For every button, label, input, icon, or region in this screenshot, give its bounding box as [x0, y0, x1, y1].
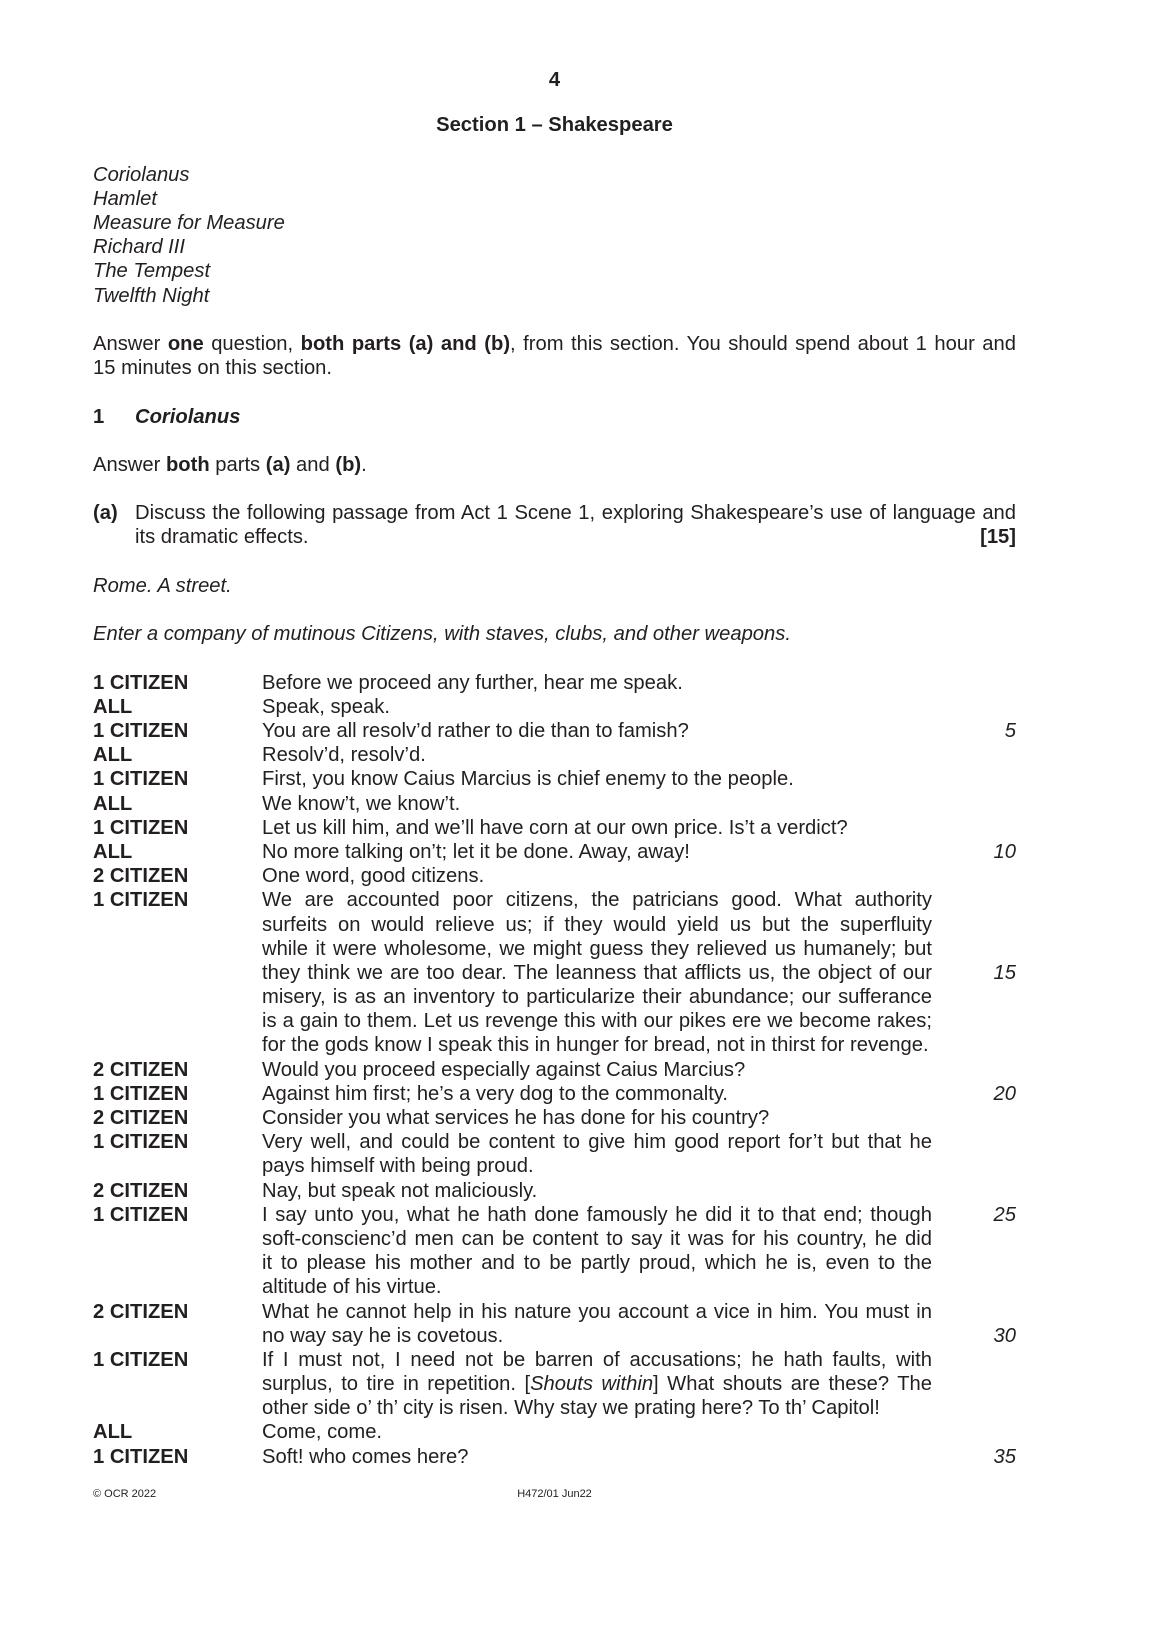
passage-text: other side o’ th’ city is risen. Why stay we prating here? To th’ Capitol!: [262, 1397, 880, 1420]
passage-line: [93, 671, 1016, 695]
speaker-name: 2 CITIZEN: [93, 1179, 189, 1202]
part-a: [93, 501, 1016, 549]
text-segment: .: [361, 453, 367, 476]
passage-line: [93, 1396, 1016, 1420]
passage-text: Speak, speak.: [262, 695, 390, 718]
passage-text: Consider you what services he has done for his country?: [262, 1107, 770, 1130]
text-segment: Answer: [93, 332, 168, 355]
passage-text: Very well, and could be content to give him good report for’t but that he: [262, 1131, 932, 1154]
extract-passage: [93, 671, 1016, 1469]
speaker-name: ALL: [93, 744, 133, 767]
speaker-name: 2 CITIZEN: [93, 865, 189, 888]
text-segment: 15 minutes on this section.: [93, 357, 333, 380]
passage-text: while it were wholesome, we might guess they relieved us humanely; but: [262, 937, 932, 960]
stage-direction: Enter a company of mutinous Citizens, with staves, clubs, and other weapons.: [93, 623, 791, 646]
passage-text: Against him first; he’s a very dog to the commonalty.: [262, 1082, 729, 1105]
prompt-line: its dramatic effects.: [135, 526, 309, 549]
text-segment: surplus, to tire in repetition. [: [262, 1373, 531, 1396]
line-number: 30: [993, 1324, 1016, 1347]
passage-text: Resolv’d, resolv’d.: [262, 744, 426, 767]
passage-line: [93, 1058, 1016, 1082]
passage-line: [93, 1372, 1016, 1396]
passage-text: Before we proceed any further, hear me speak.: [262, 671, 683, 694]
passage-text: altitude of his virtue.: [262, 1276, 442, 1299]
play-title: Richard III: [93, 236, 185, 259]
speaker-name: 1 CITIZEN: [93, 889, 189, 912]
speaker-name: ALL: [93, 792, 133, 815]
passage-line: [93, 985, 1016, 1009]
play-title: Measure for Measure: [93, 211, 285, 234]
text-segment: question,: [203, 332, 301, 355]
passage-text: no way say he is covetous.: [262, 1324, 504, 1347]
marks-allocation: [15]: [980, 526, 1016, 549]
passage-line: [93, 1082, 1016, 1106]
speaker-name: 1 CITIZEN: [93, 1131, 189, 1154]
passage-line: [93, 1227, 1016, 1251]
passage-text: First, you know Caius Marcius is chief enemy to the people.: [262, 768, 794, 791]
page-number: 4: [548, 69, 561, 91]
passage-line: [93, 864, 1016, 888]
passage-line: [93, 1203, 1016, 1227]
passage-line: [93, 792, 1016, 816]
speaker-name: 1 CITIZEN: [93, 671, 189, 694]
play-title: Hamlet: [93, 187, 157, 210]
speaker-name: 1 CITIZEN: [93, 720, 189, 743]
passage-text: it to please his mother and to be partly proud, which he is, even to the: [262, 1252, 932, 1275]
speaker-name: 2 CITIZEN: [93, 1058, 189, 1081]
instructions-line: [93, 356, 1016, 380]
question-title: Coriolanus: [135, 405, 241, 428]
text-segment: Answer: [93, 453, 166, 476]
passage-line: [93, 1324, 1016, 1348]
passage-line: [93, 1009, 1016, 1033]
passage-text: [262, 1372, 932, 1396]
question-number: 1: [93, 405, 105, 428]
line-number: 25: [993, 1203, 1016, 1226]
speaker-name: 1 CITIZEN: [93, 1348, 189, 1371]
speaker-name: 1 CITIZEN: [93, 1203, 189, 1226]
passage-text: We are accounted poor citizens, the patricians good. What authority: [262, 889, 932, 912]
speaker-name: ALL: [93, 1421, 133, 1444]
line-number: 5: [1004, 720, 1016, 743]
passage-line: [93, 888, 1016, 912]
speaker-name: 1 CITIZEN: [93, 768, 189, 791]
play-title: The Tempest: [93, 260, 211, 283]
section-heading: Section 1 – Shakespeare: [436, 114, 673, 136]
text-segment: Shouts within: [530, 1373, 654, 1396]
line-number: 20: [993, 1082, 1016, 1105]
passage-line: [93, 1106, 1016, 1130]
speaker-name: 2 CITIZEN: [93, 1300, 189, 1323]
passage-line: [93, 743, 1016, 767]
passage-text: If I must not, I need not be barren of accusations; he hath faults, with: [262, 1348, 932, 1371]
passage-text: surfeits on would relieve us; if they would yield us but the superfluity: [262, 913, 932, 936]
text-segment: (a): [265, 453, 291, 476]
passage-line: [93, 695, 1016, 719]
speaker-name: 1 CITIZEN: [93, 1445, 189, 1468]
passage-text: Would you proceed especially against Caius Marcius?: [262, 1058, 746, 1081]
play-title: Coriolanus: [93, 163, 190, 186]
play-list: [93, 163, 1016, 308]
passage-line: [93, 840, 1016, 864]
passage-text: I say unto you, what he hath done famously he did it to that end; though: [262, 1203, 932, 1226]
passage-text: for the gods know I speak this in hunger for bread, not in thirst for revenge.: [262, 1034, 929, 1057]
text-segment: both: [165, 453, 210, 476]
passage-text: No more talking on’t; let it be done. Away, away!: [262, 840, 690, 863]
speaker-name: ALL: [93, 695, 133, 718]
passage-line: [93, 937, 1016, 961]
section-instructions: [93, 332, 1016, 380]
passage-text: What he cannot help in his nature you account a vice in him. You must in: [262, 1300, 932, 1323]
passage-line: [93, 913, 1016, 937]
passage-line: [93, 816, 1016, 840]
text-segment: parts: [209, 453, 266, 476]
line-number: 35: [993, 1445, 1016, 1468]
passage-text: pays himself with being proud.: [262, 1155, 534, 1178]
copyright: © OCR 2022: [93, 1488, 157, 1500]
passage-line: [93, 1275, 1016, 1299]
speaker-name: 2 CITIZEN: [93, 1107, 189, 1130]
passage-text: they think we are too dear. The leanness that afflicts us, the object of our: [262, 961, 932, 984]
passage-text: misery, is as an inventory to particularize their abundance; our sufferance: [262, 986, 932, 1009]
text-segment: , from this section. You should spend about 1 hour and: [510, 332, 1016, 355]
text-segment: and: [290, 453, 336, 476]
part-a-prompt: [135, 501, 1016, 549]
passage-text: Let us kill him, and we’ll have corn at our own price. Is’t a verdict?: [262, 816, 848, 839]
passage-line: [93, 961, 1016, 985]
speaker-name: 1 CITIZEN: [93, 816, 189, 839]
passage-line: [93, 1300, 1016, 1324]
passage-text: Soft! who comes here?: [262, 1445, 469, 1468]
instructions-line: [93, 332, 1016, 356]
passage-line: [93, 767, 1016, 791]
speaker-name: ALL: [93, 840, 133, 863]
line-number: 10: [993, 840, 1016, 863]
passage-text: Come, come.: [262, 1421, 383, 1444]
passage-line: [93, 719, 1016, 743]
passage-line: [93, 1445, 1016, 1469]
paper-code: H472/01 Jun22: [517, 1488, 592, 1500]
passage-line: [93, 1033, 1016, 1057]
question-heading: [93, 405, 1016, 429]
passage-text: soft-conscienc’d men can be content to say it was for his country, he did: [262, 1227, 932, 1250]
text-segment: both parts (a) and (b): [300, 332, 511, 355]
passage-line: [93, 1179, 1016, 1203]
page-body: [93, 163, 1016, 1469]
passage-text: is a gain to them. Let us revenge this with our pikes ere we become rakes;: [262, 1010, 932, 1033]
scene-setting: Rome. A street.: [93, 574, 232, 597]
prompt-line: Discuss the following passage from Act 1 Scene 1, exploring Shakespeare’s use of language and: [135, 502, 1016, 525]
prompt-last-line: [135, 525, 1016, 549]
passage-line: [93, 1154, 1016, 1178]
part-label: (a): [93, 502, 118, 525]
passage-line: [93, 1420, 1016, 1444]
passage-line: [93, 1251, 1016, 1275]
passage-line: [93, 1130, 1016, 1154]
text-segment: (b): [335, 453, 362, 476]
speaker-name: 1 CITIZEN: [93, 1082, 189, 1105]
passage-text: Nay, but speak not maliciously.: [262, 1179, 538, 1202]
passage-line: [93, 1348, 1016, 1372]
line-number: 15: [993, 961, 1016, 984]
page-footer: [93, 1488, 1016, 1501]
text-segment: ] What shouts are these? The: [653, 1373, 932, 1396]
passage-text: One word, good citizens.: [262, 865, 485, 888]
text-segment: one: [167, 332, 204, 355]
passage-text: We know’t, we know’t.: [262, 792, 461, 815]
play-title: Twelfth Night: [93, 284, 210, 307]
passage-text: You are all resolv’d rather to die than to famish?: [262, 720, 689, 743]
question-instruction: [93, 453, 1016, 477]
